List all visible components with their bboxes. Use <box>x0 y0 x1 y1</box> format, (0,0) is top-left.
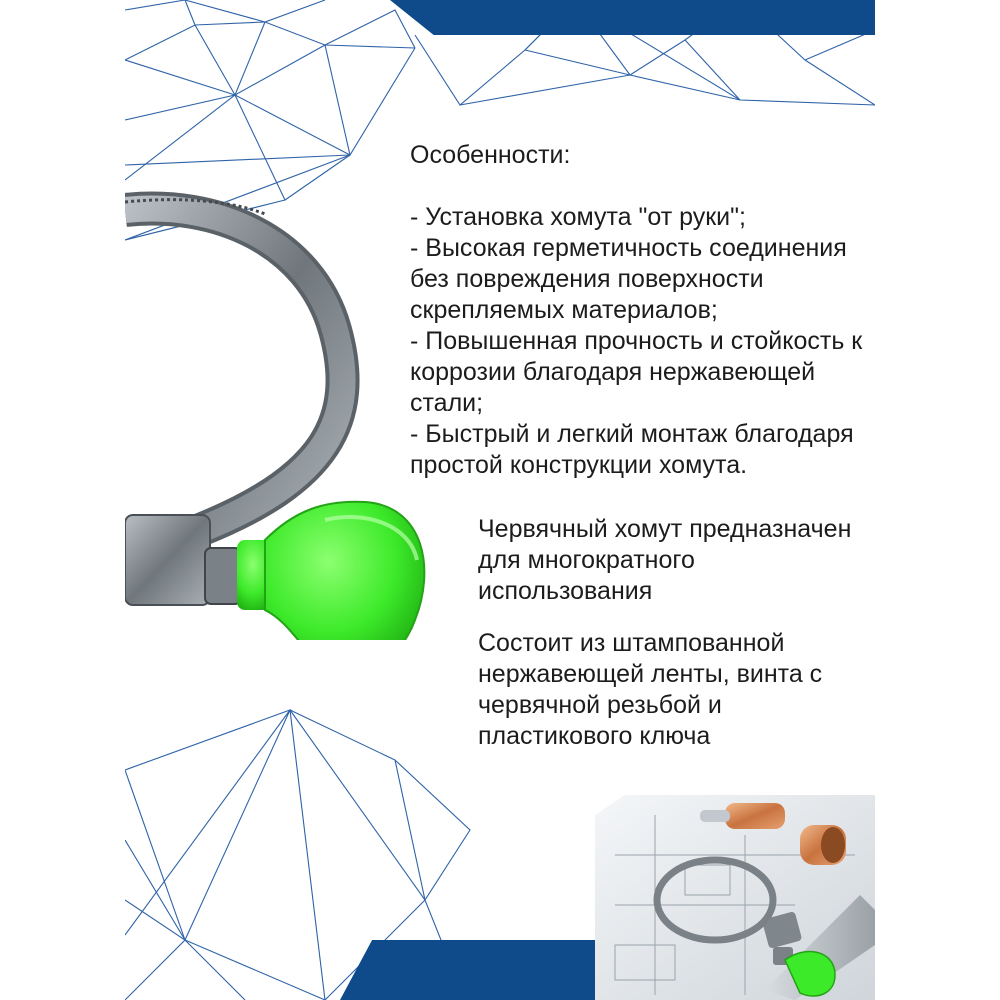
features-line: - Установка хомута "от руки"; <box>410 203 746 231</box>
product-in-use-photo <box>595 795 875 1000</box>
reuse-line: использования <box>478 577 653 605</box>
reuse-line: Червячный хомут предназначен <box>478 515 852 543</box>
hose-clamp-image <box>125 180 455 640</box>
features-line: простой конструкции хомута. <box>410 451 748 479</box>
features-line: без повреждения поверхности <box>410 265 764 293</box>
features-line: - Повышенная прочность и стойкость к <box>410 327 863 355</box>
composition-description <box>478 628 868 752</box>
features-line: скрепляемых материалов; <box>410 296 718 324</box>
features-line: стали; <box>410 389 484 417</box>
product-card <box>125 0 875 1000</box>
features-line: коррозии благодаря нержавеющей <box>410 358 816 386</box>
composition-line: Состоит из штампованной <box>478 629 785 657</box>
composition-line: пластикового ключа <box>478 722 711 750</box>
composition-line: нержавеющей ленты, винта с <box>478 660 823 688</box>
top-accent-band <box>390 0 875 35</box>
reuse-description <box>478 514 868 607</box>
features-heading: Особенности: <box>410 141 571 169</box>
composition-line: червячной резьбой и <box>478 691 722 719</box>
features-line: - Быстрый и легкий монтаж благодаря <box>410 420 854 448</box>
reuse-line: для многократного <box>478 546 695 574</box>
features-line: - Высокая герметичность соединения <box>410 234 847 262</box>
features-block <box>410 140 863 481</box>
